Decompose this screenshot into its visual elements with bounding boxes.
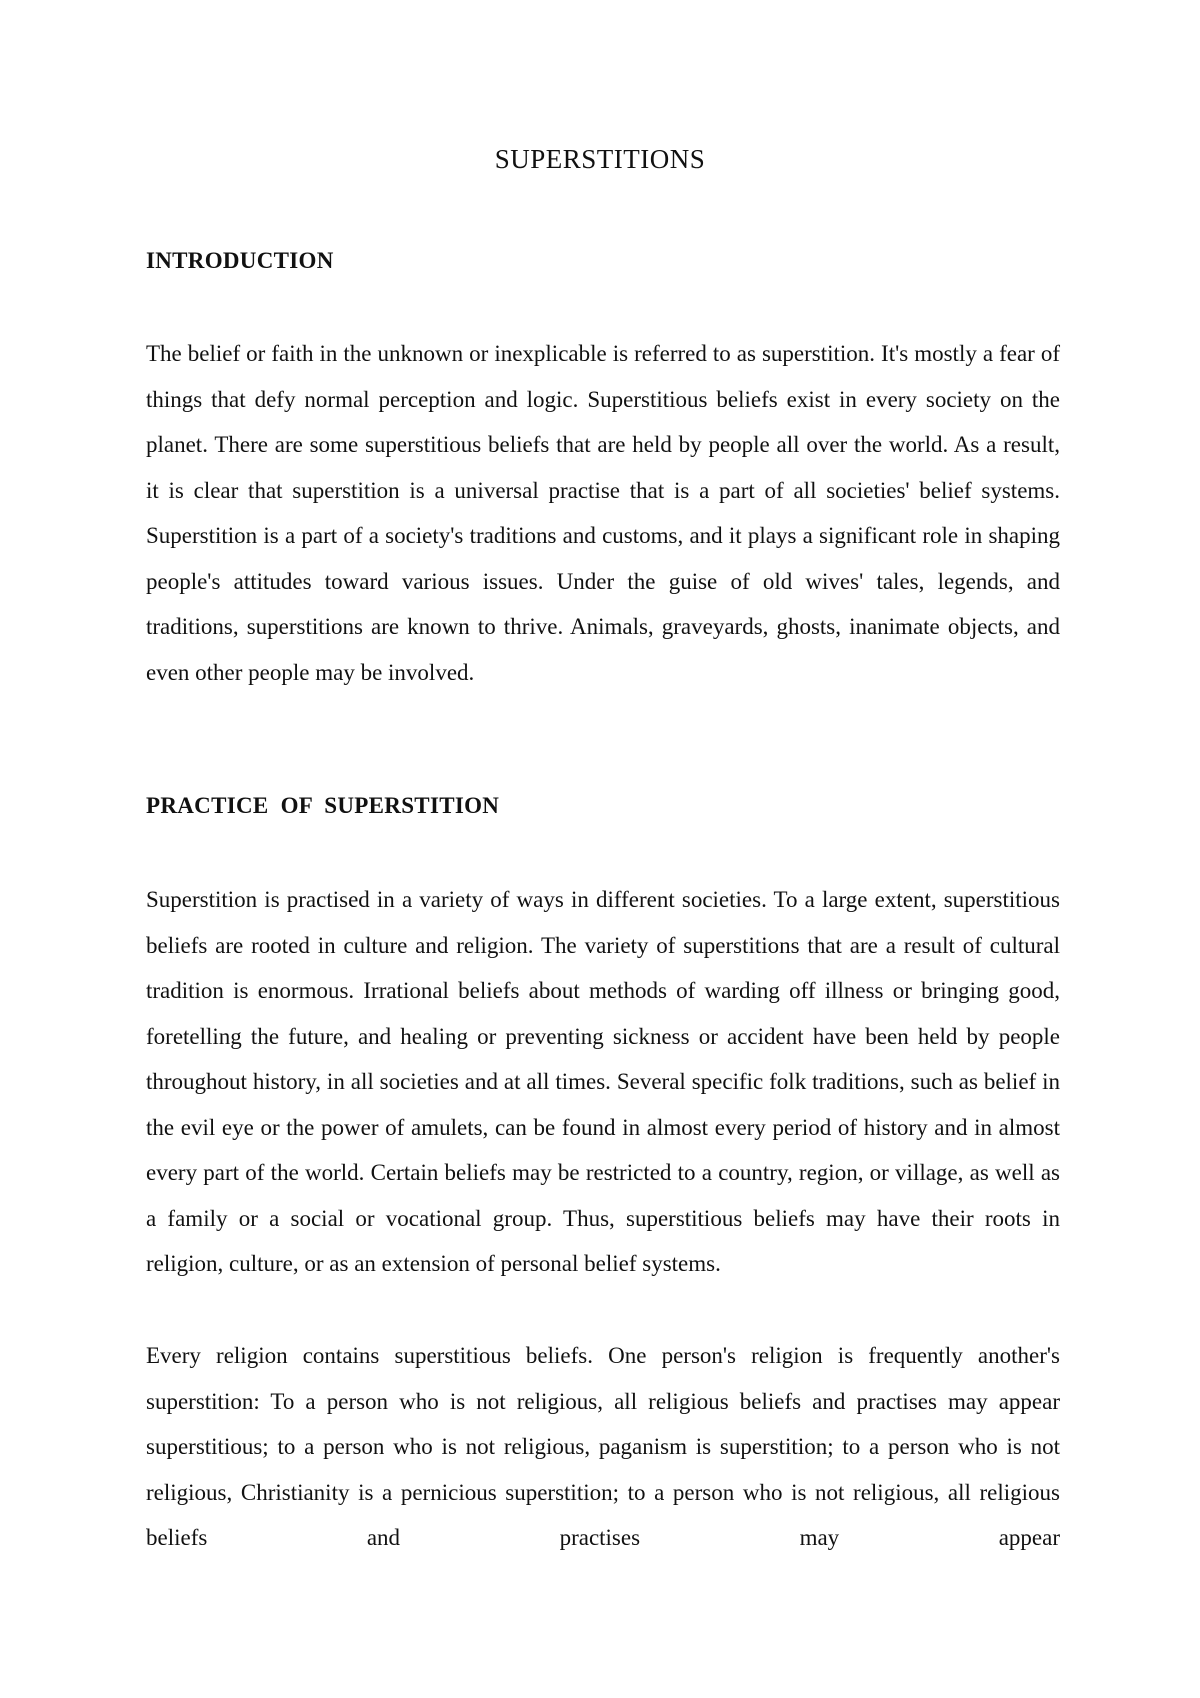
introduction-paragraph: The belief or faith in the unknown or inexplicable is referred to as superstition. It's mostly a fear of things that defy normal perception and logic. Superstitious beliefs exist in every society on the planet. There are some superstitious beliefs that are held by people all over the world. As a result, it is clear that superstition is a universal practise that is a part of all societies' belief systems. Superstition is a part of a society's traditions and customs, and it plays a significant role in shaping people's attitudes toward various issues. Under the guise of old wives' tales, legends, and traditions, superstitions are known to thrive. Animals, graveyards, ghosts, inanimate objects, and even other people may be involved.	[146, 341, 1060, 685]
section-heading-introduction: INTRODUCTION	[146, 248, 334, 273]
section-heading-practice: PRACTICE OF SUPERSTITION	[146, 793, 500, 818]
practice-paragraph-2: Every religion contains superstitious beliefs. One person's religion is frequently another's superstition: To a person who is not religious, all religious beliefs and practises may appear superstitious; to a person who is not religious, paganism is superstition; to a person who is not religious, Christianity is a pernicious superstition; to a person who is not religious, all religious beliefs and practises may appear	[146, 1343, 1060, 1550]
document-title: SUPERSTITIONS	[494, 144, 706, 174]
practice-paragraph-1: Superstition is practised in a variety of ways in different societies. To a large extent, superstitious beliefs are rooted in culture and religion. The variety of superstitions that are a result of cultural tradition is enormous. Irrational beliefs about methods of warding off illness or bringing good, foretelling the future, and healing or preventing sickness or accident have been held by people throughout history, in all societies and at all times. Several specific folk traditions, such as belief in the evil eye or the power of amulets, can be found in almost every period of history and in almost every part of the world. Certain beliefs may be restricted to a country, region, or village, as well as a family or a social or vocational group. Thus, superstitious beliefs may have their roots in religion, culture, or as an extension of personal belief systems.	[146, 887, 1060, 1276]
